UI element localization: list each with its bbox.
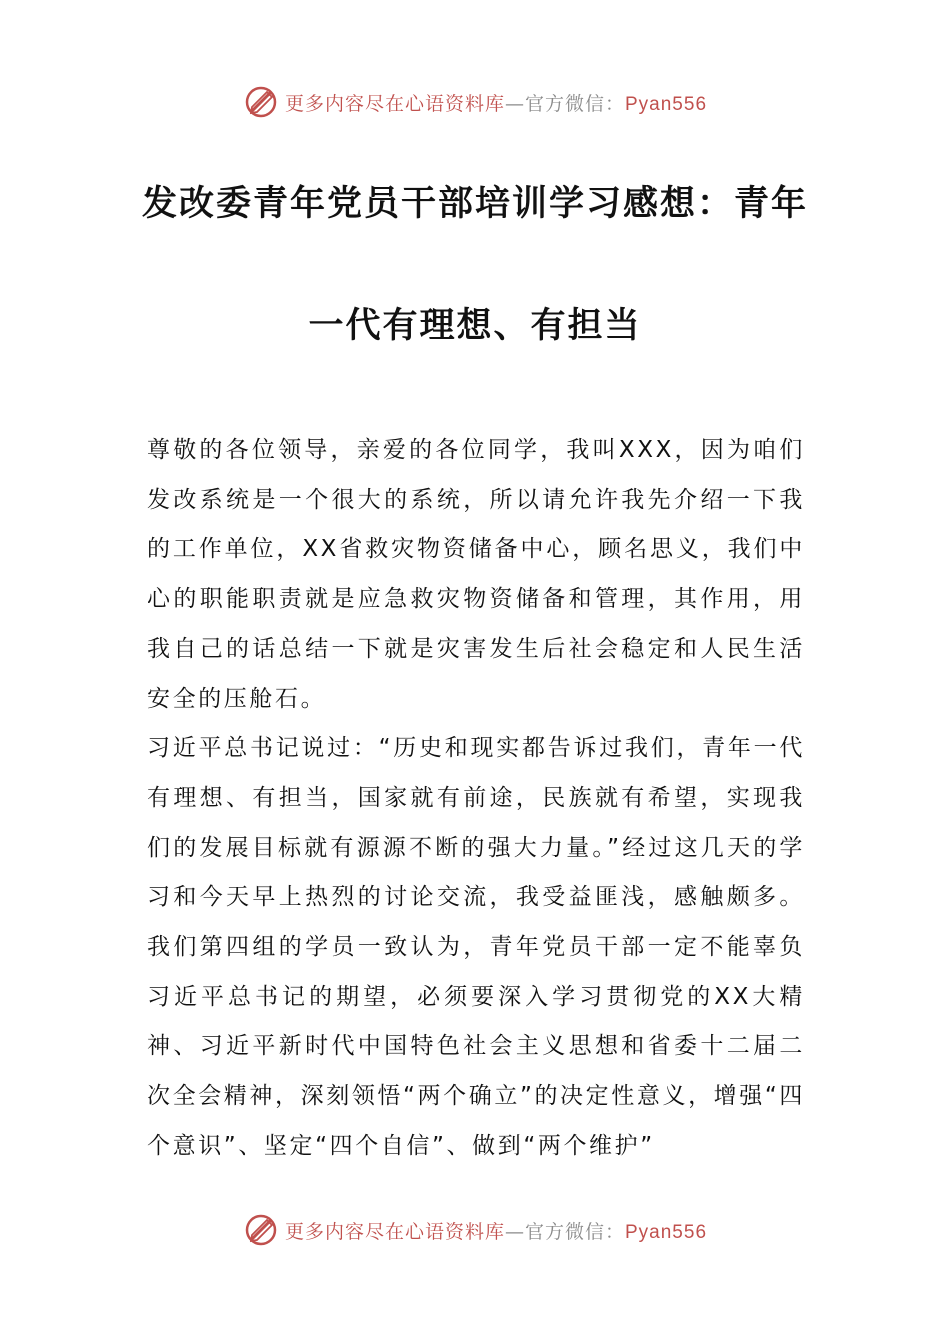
banner-wechat-label: 官方微信： <box>524 1220 625 1243</box>
banner-text <box>285 1217 707 1244</box>
banner-wechat-id: Pyan556 <box>625 1221 708 1243</box>
banner-text <box>285 89 707 116</box>
pen-logo-icon <box>243 84 279 120</box>
banner-main-text: 更多内容尽在心语资料库 <box>284 1220 505 1243</box>
banner-main-text: 更多内容尽在心语资料库 <box>284 92 505 115</box>
banner-wechat-label: 官方微信： <box>524 92 625 115</box>
footer-banner <box>0 1210 950 1250</box>
document-body <box>147 426 805 1172</box>
paragraph: 习近平总书记说过：“历史和现实都告诉过我们，青年一代有理想、有担当，国家就有前途，民族就有希望，实现我们的发展目标就有源源不断的强大力量。”经过这几天的学习和今天早上热烈的讨论交流，我受益匪浅，感触颇多。我们第四组的学员一致认为，青年党员干部一定不能辜负习近平总书记的期望，必须要深入学习贯彻党的XX大精神、习近平新时代中国特色社会主义思想和省委十二届二次全会精神，深刻领悟“两个确立”的决定性意义，增强“四个意识”、坚定“四个自信”、做到“两个维护” <box>147 735 805 1159</box>
banner-separator: — <box>504 1220 525 1243</box>
header-banner <box>0 82 950 122</box>
pen-logo-icon <box>243 1212 279 1248</box>
paragraph: 尊敬的各位领导，亲爱的各位同学，我叫XXX，因为咱们发改系统是一个很大的系统，所以请允许我先介绍一下我的工作单位，XX省救灾物资储备中心，顾名思义，我们中心的职能职责就是应急救灾物资储备和管理，其作用，用我自己的话总结一下就是灾害发生后社会稳定和人民生活安全的压舱石。 <box>147 437 805 712</box>
banner-wechat-id: Pyan556 <box>625 93 708 115</box>
document-title-line-1: 发改委青年党员干部培训学习感想：青年 <box>141 184 808 224</box>
banner-separator: — <box>504 92 525 115</box>
document-title-line-2: 一代有理想、有担当 <box>308 306 642 346</box>
